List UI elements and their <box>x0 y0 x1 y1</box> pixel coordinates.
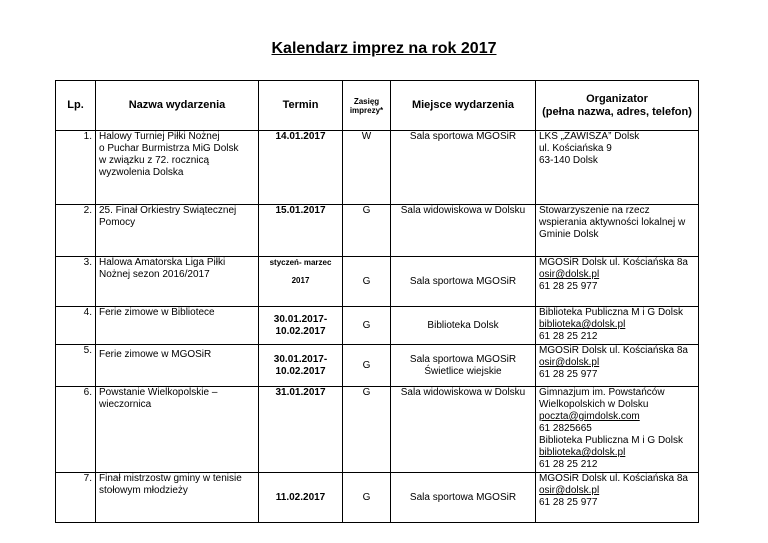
organizer-line: 63-140 Dolsk <box>539 155 598 166</box>
organizer-email-link[interactable]: osir@dolsk.pl <box>539 485 600 496</box>
organizer-email-link[interactable]: biblioteka@dolsk.pl <box>539 319 626 330</box>
organizer-email-link[interactable]: poczta@gimdolsk.com <box>539 411 640 422</box>
event-name <box>96 473 259 523</box>
event-place-line: Sala sportowa MGOSiR <box>409 275 517 287</box>
event-date-line: 10.02.2017 <box>275 325 326 337</box>
header-scope <box>343 81 391 131</box>
event-name <box>96 307 259 345</box>
event-date-line: 10.02.2017 <box>275 365 326 377</box>
table-row <box>56 131 699 205</box>
organizer-line: MGOSiR Dolsk ul. Kościańska 8a <box>539 473 688 484</box>
event-date-line: 2017 <box>291 276 310 285</box>
event-date-line: 11.02.2017 <box>275 491 326 503</box>
header-scope-line2: imprezy* <box>349 105 384 115</box>
row-number: 5. <box>56 345 96 387</box>
event-place <box>391 387 536 473</box>
event-place-line: Sala widowiskowa w Dolsku <box>400 387 526 398</box>
event-date-line: 31.01.2017 <box>275 387 326 398</box>
organizer-line: Gimnazjum im. Powstańców <box>539 387 665 398</box>
event-scope: G <box>343 257 391 307</box>
event-organizer <box>536 345 699 387</box>
event-date <box>259 257 343 307</box>
row-number: 7. <box>56 473 96 523</box>
event-name-line: Halowa Amatorska Liga Piłki <box>99 257 226 268</box>
organizer-email-link[interactable]: biblioteka@dolsk.pl <box>539 447 626 458</box>
event-name-line: 25. Finał Orkiestry Świątecznej <box>99 205 237 216</box>
event-name <box>96 257 259 307</box>
header-organizer <box>536 81 699 131</box>
table-row <box>56 387 699 473</box>
event-name-line: Ferie zimowe w MGOSiR <box>99 349 212 360</box>
event-scope: G <box>343 345 391 387</box>
event-date <box>259 131 343 205</box>
table-row <box>56 473 699 523</box>
event-organizer <box>536 257 699 307</box>
event-scope: G <box>343 307 391 345</box>
event-scope: G <box>343 473 391 523</box>
event-date <box>259 345 343 387</box>
organizer-email-link[interactable]: osir@dolsk.pl <box>539 357 600 368</box>
header-row <box>56 81 699 131</box>
header-organizer-line1: Organizator <box>586 92 648 105</box>
row-number: 4. <box>56 307 96 345</box>
event-date <box>259 473 343 523</box>
organizer-line: 61 28 25 977 <box>539 281 598 292</box>
event-scope: G <box>343 387 391 473</box>
organizer-line: 61 2825665 <box>539 423 592 434</box>
table-row <box>56 205 699 257</box>
organizer-line: Gminie Dolsk <box>539 229 599 240</box>
event-name-line: Halowy Turniej Piłki Nożnej <box>99 131 220 142</box>
organizer-line: MGOSiR Dolsk ul. Kościańska 8a <box>539 257 688 268</box>
organizer-line: 61 28 25 977 <box>539 497 598 508</box>
organizer-line: 61 28 25 977 <box>539 369 598 380</box>
event-name-line: o Puchar Burmistrza MiG Dolsk <box>99 143 239 154</box>
event-place <box>391 257 536 307</box>
header-lp: Lp. <box>56 81 96 131</box>
organizer-line: wspierania aktywności lokalnej w <box>539 217 686 228</box>
header-term: Termin <box>259 81 343 131</box>
header-name: Nazwa wydarzenia <box>96 81 259 131</box>
event-organizer <box>536 387 699 473</box>
event-place-line: Biblioteka Dolsk <box>427 319 499 331</box>
event-name-line: wieczornica <box>99 399 152 410</box>
organizer-line: LKS „ZAWISZA” Dolsk <box>539 131 640 142</box>
event-place <box>391 205 536 257</box>
event-place-line: Sala sportowa MGOSiR <box>409 131 517 142</box>
event-date-line: styczeń- marzec <box>269 258 332 267</box>
event-name-line: w związku z 72. rocznicą <box>99 155 210 166</box>
organizer-line: Wielkopolskich w Dolsku <box>539 399 649 410</box>
event-date <box>259 387 343 473</box>
event-scope: G <box>343 205 391 257</box>
organizer-line: 61 28 25 212 <box>539 331 598 342</box>
organizer-email-link[interactable]: osir@dolsk.pl <box>539 269 600 280</box>
event-name-line: Pomocy <box>99 217 136 228</box>
row-number: 6. <box>56 387 96 473</box>
row-number: 2. <box>56 205 96 257</box>
event-place <box>391 345 536 387</box>
event-date-line: 30.01.2017- <box>273 313 328 325</box>
event-name-line: Finał mistrzostw gminy w tenisie <box>99 473 242 484</box>
event-name-line: Ferie zimowe w Bibliotece <box>99 307 215 318</box>
table-row <box>56 345 699 387</box>
event-name-line: stołowym młodzieży <box>99 485 188 496</box>
event-name <box>96 131 259 205</box>
event-name <box>96 345 259 387</box>
event-name-line: wyzwolenia Dolska <box>99 167 184 178</box>
event-date-line: 15.01.2017 <box>275 205 326 216</box>
event-place <box>391 307 536 345</box>
event-organizer <box>536 131 699 205</box>
event-organizer <box>536 205 699 257</box>
event-date-line: 14.01.2017 <box>275 131 326 142</box>
event-place-line: Sala widowiskowa w Dolsku <box>400 205 526 216</box>
event-place <box>391 131 536 205</box>
organizer-line: ul. Kościańska 9 <box>539 143 612 154</box>
event-organizer <box>536 473 699 523</box>
header-organizer-line2: (pełna nazwa, adres, telefon) <box>542 105 692 118</box>
header-place: Miejsce wydarzenia <box>391 81 536 131</box>
organizer-line: Stowarzyszenie na rzecz <box>539 205 650 216</box>
event-date <box>259 307 343 345</box>
event-name-line: Powstanie Wielkopolskie – <box>99 387 218 398</box>
table-row <box>56 257 699 307</box>
document-title: Kalendarz imprez na rok 2017 <box>271 40 497 57</box>
event-scope: W <box>343 131 391 205</box>
event-place-line: Sala sportowa MGOSiR <box>409 491 517 503</box>
table-row <box>56 307 699 345</box>
organizer-line: Biblioteka Publiczna M i G Dolsk <box>539 307 683 318</box>
event-organizer <box>536 307 699 345</box>
event-place <box>391 473 536 523</box>
organizer-line: MGOSiR Dolsk ul. Kościańska 8a <box>539 345 688 356</box>
event-name <box>96 387 259 473</box>
event-date-line: 30.01.2017- <box>273 353 328 365</box>
event-place-line: Świetlice wiejskie <box>424 365 502 377</box>
event-place-line: Sala sportowa MGOSiR <box>409 353 517 365</box>
organizer-line: 61 28 25 212 <box>539 459 598 470</box>
event-name <box>96 205 259 257</box>
organizer-line: Biblioteka Publiczna M i G Dolsk <box>539 435 683 446</box>
header-scope-line1: Zasięg <box>353 96 380 106</box>
row-number: 3. <box>56 257 96 307</box>
row-number: 1. <box>56 131 96 205</box>
event-date <box>259 205 343 257</box>
events-table <box>55 80 699 523</box>
event-name-line: Nożnej sezon 2016/2017 <box>99 269 210 280</box>
